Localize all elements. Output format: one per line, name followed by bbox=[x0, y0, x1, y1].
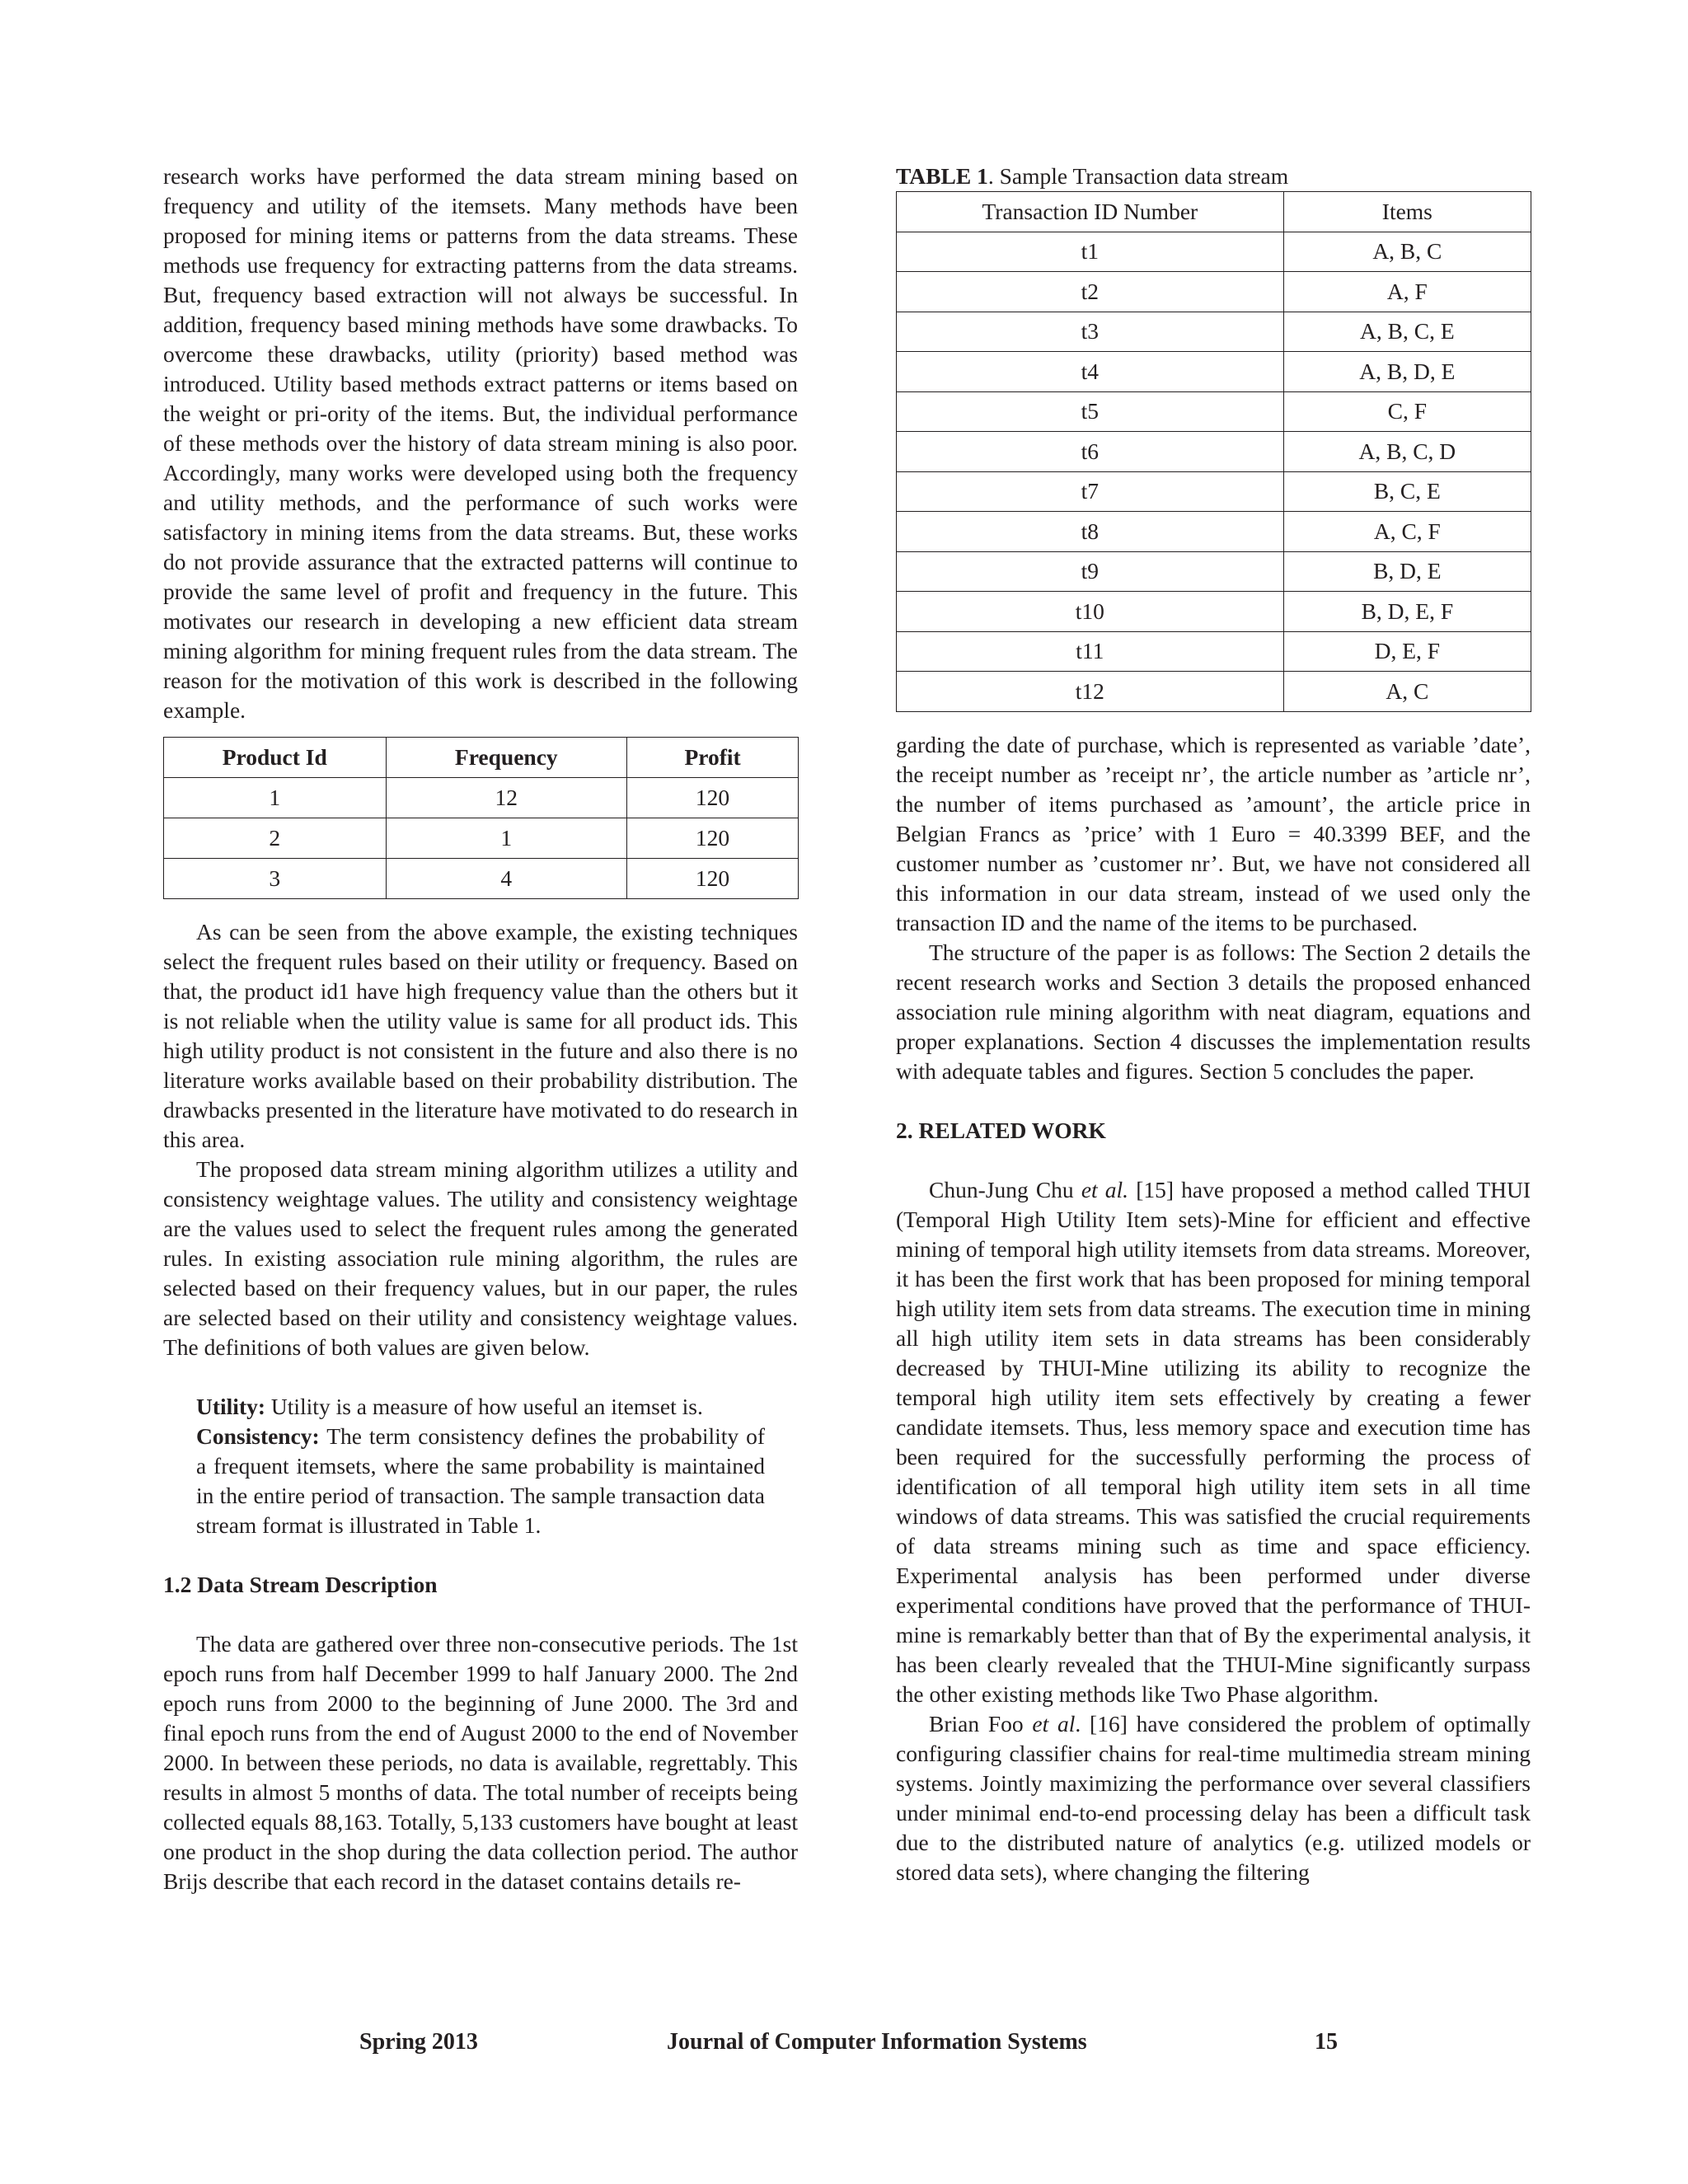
table1-caption-label: TABLE 1 bbox=[896, 163, 988, 189]
footer-journal: Journal of Computer Information Systems bbox=[667, 2029, 1087, 2055]
table-cell: A, B, C, D bbox=[1283, 432, 1531, 472]
table1-caption bbox=[896, 162, 1531, 191]
table-cell: 120 bbox=[627, 778, 799, 818]
utility-text: Utility is a measure of how useful an itemset is. bbox=[265, 1394, 703, 1419]
table-row bbox=[897, 631, 1531, 672]
right-column bbox=[896, 162, 1531, 1887]
table-cell: 120 bbox=[627, 818, 799, 859]
proposed-algorithm-paragraph: The proposed data stream mining algorithm utilizes a utility and consistency weightage values. The utility and consistency weightage are the values used to select the frequent rules among the generated rules. In existing association rule mining algorithm, the rules are selected based on their frequency values, but in our paper, the rules are selected based on their utility and consistency weightage values. The definitions of both values are given below. bbox=[163, 1156, 798, 1360]
table-row bbox=[897, 312, 1531, 352]
table-cell: t11 bbox=[897, 631, 1284, 672]
footer-issue: Spring 2013 bbox=[359, 2029, 478, 2055]
table-cell: 3 bbox=[164, 859, 387, 899]
et-al: et al bbox=[1032, 1710, 1076, 1736]
table-row bbox=[897, 232, 1531, 272]
author-name: Brian Foo bbox=[929, 1710, 1033, 1736]
paragraph-text: [15] have proposed a method called THUI (Temporal High Utility Item sets)-Mine for efficient and effective mining of temporal high utility itemsets from data streams. Moreover, it has been the first work that has been proposed for mining temporal high utility item sets from data streams. The execution time in mining all high utility item sets in data streams has been considerably decreased by THUI-Mine utilizing its ability to recognize the temporal high utility item sets effectively by creating a fewer candidate itemsets. Thus, less memory space and execution time has been required for the successfully performing the process of identification of all temporal high utility item sets in all time windows of data streams. This was satisfied the crucial requirements of data streams mining such as time and space efficiency. Experimental analysis has been performed under diverse experimental conditions have proved that the performance of THUI-mine is remarkably better than that of By the experimental analysis, it has been clearly revealed that the THUI-Mine significantly surpass the other existing methods like Two Phase algorithm. bbox=[896, 1176, 1531, 1707]
table-cell: 1 bbox=[386, 818, 627, 859]
table-cell: t5 bbox=[897, 391, 1284, 432]
table-cell: 4 bbox=[386, 859, 627, 899]
dataset-details-paragraph: garding the date of purchase, which is represented as variable ’date’, the receipt number as ’receipt nr’, the article number as ’article nr’, the number of items purchased as ’amount’, the article price in Belgian Francs as ’price’ with 1 Euro = 40.3399 BEF, and the customer number as ’customer nr’. But, we have not considered all this information in our data stream, instead of we used only the transaction ID and the name of the items to be purchased. bbox=[896, 731, 1531, 935]
paragraph-text: . [16] have considered the problem of optimally configuring classifier chains for real-time multimedia stream mining systems. Jointly maximizing the performance over several classifiers under minimal end-to-end processing delay has been a difficult task due to the distributed nature of analytics (e.g. utilized models or stored data sets), where changing the filtering bbox=[896, 1710, 1531, 1885]
table-row bbox=[164, 818, 799, 859]
example-discussion-paragraph: As can be seen from the above example, the existing techniques select the frequent rules based on their utility or frequency. Based on that, the product id1 have high frequency value than the others but it is not reliable when the utility value is same for all product ids. This high utility product is not consistent in the future and also there is no literature works available based on their probability distribution. The drawbacks presented in the literature have motivated to do research in this area. bbox=[163, 919, 798, 1152]
table-cell: B, D, E bbox=[1283, 551, 1531, 592]
footer-page-number: 15 bbox=[1315, 2029, 1338, 2055]
section-heading-data-stream: 1.2 Data Stream Description bbox=[163, 1572, 438, 1597]
table-row bbox=[897, 592, 1531, 632]
table-cell: 1 bbox=[164, 778, 387, 818]
intro-paragraph: research works have performed the data stream mining based on frequency and utility of the itemsets. Many methods have been proposed for mining items or patterns from the data streams. These methods use frequency for extracting patterns from the data streams. But, frequency based extraction will not always be successful. In addition, frequency based mining methods have some drawbacks. To overcome these drawbacks, utility (priority) based method was introduced. Utility based methods extract patterns or items based on the weight or pri-ority of the items. But, the individual performance of these methods over the history of data stream mining is also poor. Accordingly, many works were developed using both the frequency and utility methods, and the performance of such works were satisfactory in mining items from the data streams. But, these works do not provide assurance that the extracted patterns will continue to provide the same level of profit and frequency in the future. This motivates our research in developing a new efficient data stream mining algorithm for mining frequent rules from the data stream. The reason for the motivation of this work is described in the following example. bbox=[163, 163, 798, 723]
table-header-row bbox=[164, 738, 799, 778]
paper-structure-paragraph: The structure of the paper is as follows: The Section 2 details the recent research works and Section 3 details the proposed enhanced association rule mining algorithm with neat diagram, equations and proper explanations. Section 4 discusses the implementation results with adequate tables and figures. Section 5 concludes the paper. bbox=[896, 939, 1531, 1084]
left-column bbox=[163, 162, 798, 1896]
consistency-label: Consistency: bbox=[196, 1423, 320, 1449]
table-header: Items bbox=[1283, 192, 1531, 232]
table-cell: B, C, E bbox=[1283, 471, 1531, 512]
table-row bbox=[897, 352, 1531, 392]
table-row bbox=[897, 471, 1531, 512]
table-cell: 12 bbox=[386, 778, 627, 818]
consistency-definition bbox=[196, 1422, 765, 1540]
table-cell: A, B, C, E bbox=[1283, 312, 1531, 352]
table-header: Frequency bbox=[386, 738, 627, 778]
table-cell: t1 bbox=[897, 232, 1284, 272]
consistency-text: The term consistency defines the probability of a frequent itemsets, where the same probability is maintained in the entire period of transaction. The sample transaction data stream format is illustrated in Table 1. bbox=[196, 1423, 765, 1538]
table-row bbox=[897, 672, 1531, 712]
table-cell: t8 bbox=[897, 512, 1284, 552]
table-cell: t9 bbox=[897, 551, 1284, 592]
table-cell: A, F bbox=[1283, 272, 1531, 312]
table-cell: B, D, E, F bbox=[1283, 592, 1531, 632]
table-cell: A, C bbox=[1283, 672, 1531, 712]
table-row bbox=[897, 272, 1531, 312]
transaction-table bbox=[896, 191, 1531, 712]
table-cell: 120 bbox=[627, 859, 799, 899]
table-cell: t10 bbox=[897, 592, 1284, 632]
table1-caption-text: . Sample Transaction data stream bbox=[987, 163, 1289, 189]
table-cell: A, B, D, E bbox=[1283, 352, 1531, 392]
et-al: et al. bbox=[1081, 1176, 1129, 1202]
table-cell: A, B, C bbox=[1283, 232, 1531, 272]
table-row bbox=[897, 512, 1531, 552]
table-row bbox=[897, 432, 1531, 472]
example-table bbox=[163, 737, 799, 899]
table-header: Transaction ID Number bbox=[897, 192, 1284, 232]
table-cell: C, F bbox=[1283, 391, 1531, 432]
section-heading-related-work: 2. RELATED WORK bbox=[896, 1117, 1106, 1143]
table-header-row bbox=[897, 192, 1531, 232]
table-row bbox=[897, 551, 1531, 592]
author-name: Chun-Jung Chu bbox=[929, 1176, 1081, 1202]
table-row bbox=[164, 778, 799, 818]
table-cell: 2 bbox=[164, 818, 387, 859]
utility-definition bbox=[196, 1392, 765, 1422]
table-cell: t2 bbox=[897, 272, 1284, 312]
table-cell: t6 bbox=[897, 432, 1284, 472]
table-cell: t7 bbox=[897, 471, 1284, 512]
table-cell: D, E, F bbox=[1283, 631, 1531, 672]
table-cell: t4 bbox=[897, 352, 1284, 392]
utility-label: Utility: bbox=[196, 1394, 266, 1419]
table-cell: t12 bbox=[897, 672, 1284, 712]
table-cell: A, C, F bbox=[1283, 512, 1531, 552]
related-work-paragraph-1 bbox=[896, 1175, 1531, 1709]
table-header: Profit bbox=[627, 738, 799, 778]
table-cell: t3 bbox=[897, 312, 1284, 352]
table-row bbox=[164, 859, 799, 899]
table-header: Product Id bbox=[164, 738, 387, 778]
related-work-paragraph-2 bbox=[896, 1709, 1531, 1887]
data-stream-paragraph: The data are gathered over three non-consecutive periods. The 1st epoch runs from half December 1999 to half January 2000. The 2nd epoch runs from 2000 to the beginning of June 2000. The 3rd and final epoch runs from the end of August 2000 to the end of November 2000. In between these periods, no data is available, regrettably. This results in almost 5 months of data. The total number of receipts being collected equals 88,163. Totally, 5,133 customers have bought at least one product in the shop during the data collection period. The author Brijs describe that each record in the dataset contains details re- bbox=[163, 1631, 798, 1894]
table-row bbox=[897, 391, 1531, 432]
